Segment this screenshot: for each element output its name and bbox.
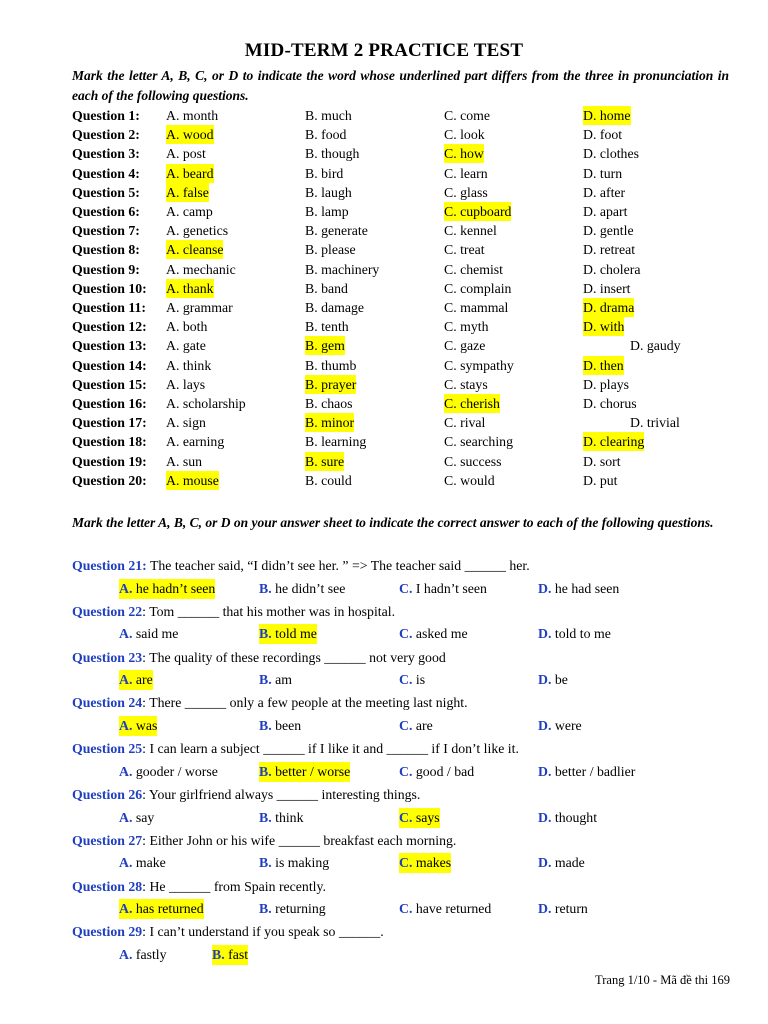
answer-option-c: C. would (444, 472, 495, 488)
question-stem (72, 739, 519, 759)
answer-option-a: A. sun (166, 453, 203, 469)
option-text: gooder / worse (132, 763, 218, 779)
answer-option-d: D. plays (583, 376, 629, 392)
answer-option-c: C. cupboard (444, 204, 512, 219)
option-letter: C. (399, 626, 413, 642)
answer-option-d: D. with (583, 319, 625, 335)
answer-option-b: B. laugh (305, 184, 352, 200)
section2-instruction: Mark the letter A, B, C, or D on your answer sheet to indicate the correct answer to each of the following questions. (72, 515, 714, 530)
answer-option-a (119, 808, 154, 828)
answer-option-a (119, 762, 218, 782)
question-label: Question 9: (72, 261, 140, 277)
answer-option-a (119, 899, 204, 919)
answer-row (0, 716, 768, 736)
option-text: he had seen (551, 580, 620, 596)
question-text: : The quality of these recordings ______ not very good (142, 649, 446, 665)
answer-option-c: C. treat (444, 242, 485, 258)
answer-option-a: A. cleanse (166, 242, 224, 258)
answer-option-a: A. sign (166, 415, 206, 431)
question-stem (72, 831, 456, 851)
answer-option-b (259, 762, 350, 782)
answer-option-c: C. learn (444, 165, 488, 181)
answer-option-a: A. beard (166, 165, 214, 181)
option-text: are (132, 672, 153, 688)
option-text: thought (551, 809, 598, 825)
answer-option-b: B. thumb (305, 357, 357, 373)
option-letter: B. (259, 626, 272, 642)
option-letter: A. (119, 717, 133, 733)
option-text: has returned (132, 901, 204, 917)
answer-option-c (399, 808, 440, 828)
answer-option-a (119, 579, 215, 599)
option-text: asked me (412, 626, 468, 642)
answer-option-a: A. wood (166, 127, 214, 143)
question-label: Question 20: (72, 472, 147, 488)
answer-option-a: A. camp (166, 204, 213, 219)
answer-option-d: D. gaudy (630, 338, 681, 354)
answer-option-b: B. prayer (305, 376, 357, 392)
answer-option-d (538, 808, 597, 828)
question-label: Question 1: (72, 108, 140, 123)
option-text: is making (271, 855, 330, 871)
answer-row (0, 579, 768, 599)
answer-option-b (259, 716, 301, 736)
question-stem (72, 602, 395, 622)
answer-option-a: A. gate (166, 338, 206, 354)
answer-option-a: A. grammar (166, 300, 233, 315)
answer-option-d: D. sort (583, 453, 621, 469)
answer-option-b: B. much (305, 108, 352, 123)
option-text: better / badlier (551, 763, 636, 779)
answer-option-c: C. kennel (444, 223, 497, 239)
question-text: : I can’t understand if you speak so ______. (142, 924, 384, 940)
answer-option-c: C. success (444, 453, 502, 469)
option-text: make (132, 855, 166, 871)
answer-option-a: A. month (166, 108, 219, 123)
answer-option-d: D. retreat (583, 242, 636, 258)
option-letter: D. (538, 672, 552, 688)
answer-option-a: A. thank (166, 280, 214, 296)
answer-option-a (119, 670, 153, 690)
option-letter: B. (259, 580, 272, 596)
answer-option-b: B. minor (305, 415, 355, 431)
option-letter: D. (538, 580, 552, 596)
question-stem (72, 922, 384, 942)
question-number: Question 23 (72, 649, 143, 665)
answer-option-b (259, 808, 303, 828)
answer-option-b (259, 624, 317, 644)
option-letter: A. (119, 763, 133, 779)
answer-row (0, 670, 768, 690)
answer-option-b: B. bird (305, 165, 344, 181)
option-letter: A. (119, 672, 133, 688)
question-label: Question 16: (72, 396, 147, 411)
question-text: : Tom ______ that his mother was in hospital. (142, 603, 396, 619)
answer-option-d (538, 579, 619, 599)
answer-option-c (399, 579, 487, 599)
option-letter: B. (259, 672, 272, 688)
question-text: : Your girlfriend always ______ interesting things. (142, 787, 421, 802)
answer-option-a: A. genetics (166, 223, 229, 239)
answer-row (0, 853, 768, 873)
question-label: Question 8: (72, 242, 140, 258)
question-label: Question 3: (72, 146, 140, 162)
option-letter: B. (212, 946, 225, 962)
answer-row (0, 899, 768, 919)
answer-option-d (538, 624, 611, 644)
option-text: are (412, 717, 433, 733)
answer-option-b (259, 670, 292, 690)
answer-option-c: C. myth (444, 319, 489, 335)
answer-option-d (538, 670, 568, 690)
answer-option-b: B. generate (305, 223, 368, 239)
option-letter: C. (399, 672, 413, 688)
answer-option-d (538, 762, 635, 782)
option-letter: B. (259, 901, 272, 917)
option-text: he hadn’t seen (132, 580, 216, 596)
option-text: be (551, 672, 568, 688)
answer-option-b: B. lamp (305, 204, 349, 219)
question-label: Question 6: (72, 204, 140, 219)
answer-option-b: B. please (305, 242, 356, 258)
answer-option-b: B. gem (305, 338, 345, 354)
option-text: makes (412, 855, 452, 871)
answer-option-d: D. chorus (583, 396, 637, 411)
question-label: Question 2: (72, 127, 140, 143)
question-number: Question 26 (72, 787, 143, 802)
answer-option-c (399, 762, 474, 782)
option-text: were (551, 717, 582, 733)
option-text: fastly (132, 946, 167, 962)
section1-instruction: Mark the letter A, B, C, or D to indicate the word whose underlined part differs from the three in pronunciation in each of the following questions. (72, 68, 729, 103)
question-text: The teacher said, “I didn’t see her. ” => The teacher said ______ her. (146, 558, 530, 573)
question-number: Question 27 (72, 832, 143, 848)
answer-option-c: C. mammal (444, 300, 509, 315)
question-label: Question 10: (72, 280, 147, 296)
answer-option-b: B. damage (305, 300, 365, 315)
question-stem (72, 648, 446, 668)
question-stem (72, 877, 326, 897)
answer-option-b: B. sure (305, 453, 345, 469)
answer-option-a: A. both (166, 319, 208, 335)
option-text: told to me (551, 626, 611, 642)
answer-option-b: B. chaos (305, 396, 353, 411)
option-text: better / worse (271, 763, 351, 779)
option-letter: D. (538, 855, 552, 871)
option-letter: C. (399, 717, 413, 733)
page-title: MID-TERM 2 PRACTICE TEST (244, 40, 524, 61)
answer-option-a: A. think (166, 357, 212, 373)
question-number: Question 25 (72, 741, 143, 757)
answer-option-c: C. rival (444, 415, 486, 431)
answer-option-b (259, 853, 329, 873)
answer-option-c: C. glass (444, 184, 488, 200)
answer-option-b: B. learning (305, 434, 367, 450)
answer-option-d: D. trivial (630, 415, 680, 431)
answer-option-b: B. machinery (305, 261, 380, 277)
answer-option-c: C. how (444, 146, 484, 162)
question-number: Question 29 (72, 924, 143, 940)
answer-option-c (399, 670, 425, 690)
option-letter: A. (119, 626, 133, 642)
question-text: : I can learn a subject ______ if I like it and ______ if I don’t like it. (142, 741, 519, 757)
option-text: made (551, 855, 585, 871)
answer-row (0, 945, 768, 965)
question-label: Question 5: (72, 184, 140, 200)
question-stem (72, 556, 530, 576)
question-label: Question 13: (72, 338, 147, 354)
answer-option-d: D. put (583, 472, 618, 488)
answer-option-c: C. complain (444, 280, 512, 296)
answer-row (0, 624, 768, 644)
answer-option-b: B. band (305, 280, 348, 296)
answer-option-d: D. turn (583, 165, 623, 181)
option-letter: D. (538, 763, 552, 779)
question-label: Question 12: (72, 319, 147, 335)
option-letter: C. (399, 855, 413, 871)
answer-option-c (399, 624, 468, 644)
answer-option-a: A. scholarship (166, 396, 246, 411)
answer-option-a: A. lays (166, 376, 206, 392)
option-text: is (412, 672, 426, 688)
answer-row (0, 762, 768, 782)
answer-option-d: D. clothes (583, 146, 639, 162)
answer-option-c (399, 899, 491, 919)
question-stem (72, 693, 468, 713)
answer-option-d: D. clearing (583, 434, 645, 450)
answer-option-b (259, 899, 326, 919)
answer-option-d: D. apart (583, 204, 628, 219)
answer-option-c: C. stays (444, 376, 488, 392)
option-text: he didn’t see (271, 580, 346, 596)
answer-option-c: C. chemist (444, 261, 504, 277)
question-label: Question 15: (72, 376, 147, 392)
option-text: have returned (412, 901, 492, 917)
answer-option-c (399, 716, 433, 736)
answer-option-a: A. false (166, 184, 209, 200)
option-text: been (271, 717, 302, 733)
answer-option-b: B. food (305, 127, 347, 143)
option-letter: D. (538, 901, 552, 917)
answer-option-a: A. mouse (166, 472, 219, 488)
answer-option-b (212, 945, 248, 965)
question-number: Question 24 (72, 695, 143, 711)
answer-option-d: D. after (583, 184, 626, 200)
option-text: was (132, 717, 158, 733)
answer-option-b: B. though (305, 146, 360, 162)
question-number: Question 22 (72, 603, 143, 619)
answer-option-d: D. home (583, 108, 631, 123)
question-label: Question 14: (72, 357, 147, 373)
option-text: said me (132, 626, 179, 642)
answer-option-b (259, 579, 345, 599)
question-text: : He ______ from Spain recently. (142, 878, 326, 894)
option-letter: B. (259, 809, 272, 825)
option-letter: B. (259, 855, 272, 871)
answer-option-b: B. tenth (305, 319, 349, 335)
option-text: think (271, 809, 304, 825)
answer-option-c: C. cherish (444, 396, 500, 411)
answer-option-a: A. mechanic (166, 261, 236, 277)
option-text: say (132, 809, 155, 825)
answer-option-d (538, 716, 582, 736)
question-label: Question 11: (72, 300, 146, 315)
question-text: : Either John or his wife ______ breakfast each morning. (142, 832, 457, 848)
option-letter: D. (538, 626, 552, 642)
answer-option-a: A. earning (166, 434, 225, 450)
option-letter: D. (538, 809, 552, 825)
answer-option-a (119, 716, 157, 736)
question-stem (72, 785, 420, 805)
option-letter: A. (119, 580, 133, 596)
option-text: I hadn’t seen (412, 580, 487, 596)
option-letter: C. (399, 580, 413, 596)
option-text: returning (271, 901, 326, 917)
option-text: return (551, 901, 588, 917)
option-letter: A. (119, 855, 133, 871)
question-label: Question 19: (72, 453, 147, 469)
option-letter: B. (259, 717, 272, 733)
answer-option-d: D. foot (583, 127, 623, 143)
answer-option-d: D. insert (583, 280, 631, 296)
option-letter: A. (119, 946, 133, 962)
answer-option-a (119, 624, 178, 644)
option-letter: D. (538, 717, 552, 733)
question-label: Question 18: (72, 434, 147, 450)
option-letter: B. (259, 763, 272, 779)
option-text: told me (271, 626, 317, 642)
answer-option-d: D. gentle (583, 223, 634, 239)
answer-option-c: C. sympathy (444, 357, 514, 373)
option-letter: A. (119, 809, 133, 825)
answer-option-d: D. then (583, 357, 624, 373)
option-letter: C. (399, 809, 413, 825)
question-label: Question 7: (72, 223, 140, 239)
option-letter: C. (399, 763, 413, 779)
answer-option-c (399, 853, 451, 873)
question-number: Question 28 (72, 878, 143, 894)
answer-option-c: C. come (444, 108, 490, 123)
answer-option-d: D. cholera (583, 261, 641, 277)
answer-option-b: B. could (305, 472, 352, 488)
option-text: am (271, 672, 292, 688)
option-text: fast (224, 946, 249, 962)
answer-option-c: C. searching (444, 434, 513, 450)
question-text: : There ______ only a few people at the meeting last night. (142, 695, 468, 711)
option-letter: C. (399, 901, 413, 917)
question-label: Question 4: (72, 165, 140, 181)
page-footer: Trang 1/10 - Mã đề thi 169 (595, 973, 730, 987)
answer-option-d (538, 899, 588, 919)
answer-option-c: C. gaze (444, 338, 486, 354)
option-text: says (412, 809, 440, 825)
question-label: Question 17: (72, 415, 147, 431)
answer-option-a (119, 853, 166, 873)
answer-option-c: C. look (444, 127, 485, 143)
answer-option-d (538, 853, 585, 873)
answer-option-a (119, 945, 167, 965)
option-letter: A. (119, 901, 133, 917)
answer-option-a: A. post (166, 146, 206, 162)
option-text: good / bad (412, 763, 475, 779)
answer-row (0, 808, 768, 828)
question-number: Question 21: (72, 558, 147, 573)
answer-option-d: D. drama (583, 300, 635, 315)
